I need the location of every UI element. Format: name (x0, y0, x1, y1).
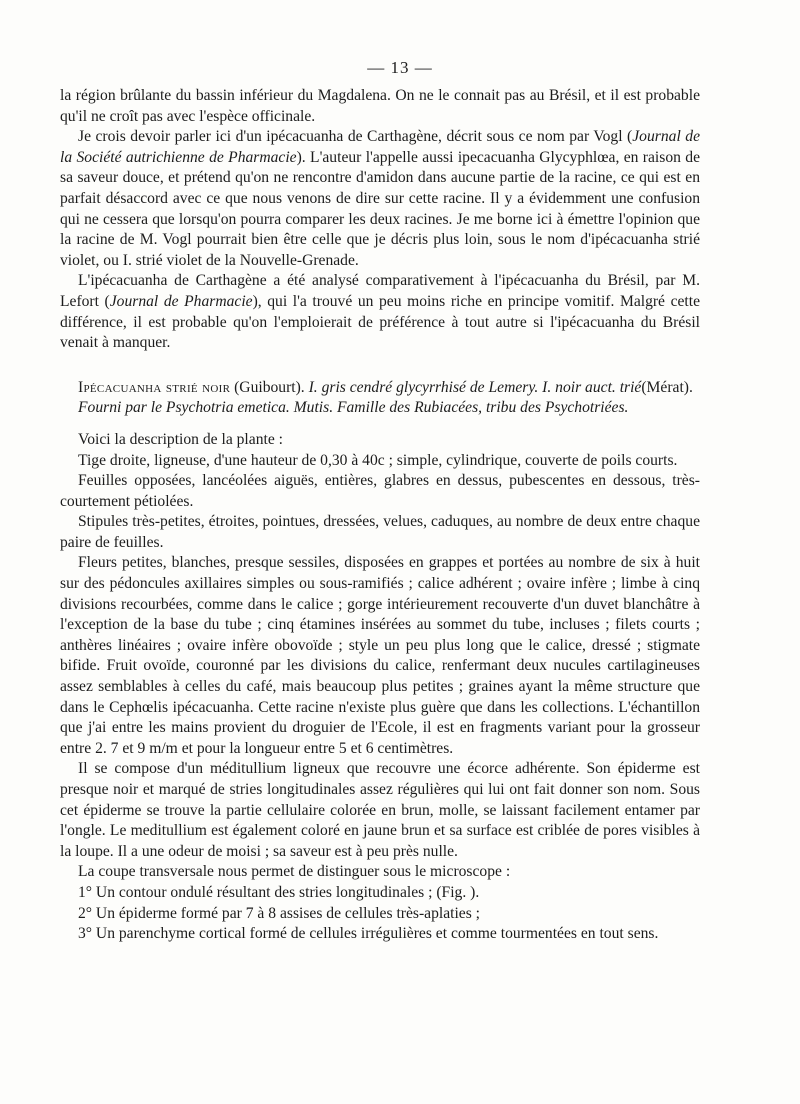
list-item: 2° Un épiderme formé par 7 à 8 assises de cellules très-aplaties ; (78, 904, 481, 922)
paragraph-magdalena: la région brûlante du bassin inférieur du Magdalena. On ne le connait pas au Brésil, et il est probable qu'il ne croît pas avec l'espèce officinale. (60, 87, 700, 125)
section-heading (60, 378, 700, 399)
heading-title: Ipécacuanha strié noir (78, 378, 231, 396)
text-segment: Je crois devoir parler ici d'un ipécacuanha de Carthagène, décrit sous ce nom par Vogl ( (78, 128, 633, 146)
list-item: 1° Un contour ondulé résultant des stries longitudinales ; (Fig. ). (78, 883, 480, 901)
list-item: 3° Un parenchyme cortical formé de cellules irrégulières et comme tourmentées en tout sens. (78, 925, 659, 943)
paragraph-carthagene (60, 127, 700, 271)
heading-synonyms: I. gris cendré glycyrrhisé de Lemery. I. noir auct. trié (308, 378, 642, 396)
paragraph-tige: Tige droite, ligneuse, d'une hauteur de 0,30 à 40c ; simple, cylindrique, couverte de poils courts. (78, 451, 678, 469)
paragraph-meditullium: Il se compose d'un méditullium ligneux que recouvre une écorce adhérente. Son épiderme est presque noir et marqué de stries longitudinales assez régulières qui lui ont fait donner son nom. Sous cet épiderme se trouve la partie cellulaire colorée en brun, molle, se laissant facilement entamer par l'ongle. Le meditullium est également coloré en jaune brun et sa surface est criblée de pores visibles à la loupe. Il a une odeur de moisi ; sa saveur est à peu près nulle. (60, 760, 700, 860)
heading-synonyms-end: (Mérat). (641, 378, 693, 396)
page-number: — 13 — (367, 58, 433, 77)
body-text (60, 86, 700, 945)
section-subheading: Fourni par le Psychotria emetica. Mutis. Famille des Rubiacées, tribu des Psychotriées. (78, 399, 629, 417)
paragraph-fleurs: Fleurs petites, blanches, presque sessiles, disposées en grappes et portées au nombre de six à huit sur des pédoncules axillaires simples ou sous-ramifiés ; calice adhérent ; ovaire infère ; limbe à cinq divisions recourbées, comme dans le calice ; gorge intérieurement recouverte d'un duvet blanchâtre à l'exception de la base du tube ; cinq étamines insérées au sommet du tube, incluses ; filets courts ; anthères linéaires ; ovaire infère obovoïde ; style un peu plus long que le calice, dressé ; stigmate bifide. Fruit ovoïde, couronné par les divisions du calice, renfermant deux nucules cartilagineuses assez semblables à celles du café, mais beaucoup plus petites ; graines ayant la même structure que dans le Cephœlis ipécacuanha. Cette racine n'existe plus guère que dans les collections. L'échantillon que j'ai entre les mains provient du droguier de l'Ecole, il est en fragments variant pour la grosseur entre 2. 7 et 9 m/m et pour la longueur entre 5 et 6 centimètres. (60, 554, 700, 757)
journal-title: Journal de Pharmacie (109, 292, 253, 310)
text-segment: L'ipécacuanha de Carthagène a été analysé comparativement à l'ipécacuanha du Brésil, par M. Lefort ( (60, 272, 700, 310)
text-segment: ), qui l'a trouvé un peu moins riche en principe vomitif. Malgré cette différence, il est probable qu'on l'emploierait de préférence à tout autre si l'ipécacuanha du Brésil venait à manquer. (60, 292, 700, 352)
journal-title: Journal de la Société autrichienne de Pharmacie (60, 128, 700, 166)
paragraph-stipules: Stipules très-petites, étroites, pointues, dressées, velues, caduques, au nombre de deux entre chaque paire de feuilles. (60, 513, 700, 551)
paragraph-coupe: La coupe transversale nous permet de distinguer sous le microscope : (78, 863, 511, 881)
paragraph-lefort (60, 271, 700, 353)
paragraph-intro: Voici la description de la plante : (78, 430, 283, 448)
text-segment: ). L'auteur l'appelle aussi ipecacuanha Glycyphlœa, en raison de sa saveur douce, et prétend qu'on ne rencontre d'amidon dans aucune partie de la racine, ce qui est en parfait désaccord avec ce que nous venons de dire sur cette racine. Il y a évidemment une confusion qui ne cessera que lorsqu'on pourra comparer les deux racines. Je me borne ici à émettre l'opinion que la racine de M. Vogl pourrait bien être celle que je décris plus loin, sous le nom d'ipécacuanha strié violet, ou I. strié violet de la Nouvelle-Grenade. (60, 148, 701, 269)
paragraph-feuilles: Feuilles opposées, lancéolées aiguës, entières, glabres en dessus, pubescentes en dessous, très-courtement pétiolées. (60, 472, 700, 510)
heading-author: (Guibourt). (230, 378, 309, 396)
